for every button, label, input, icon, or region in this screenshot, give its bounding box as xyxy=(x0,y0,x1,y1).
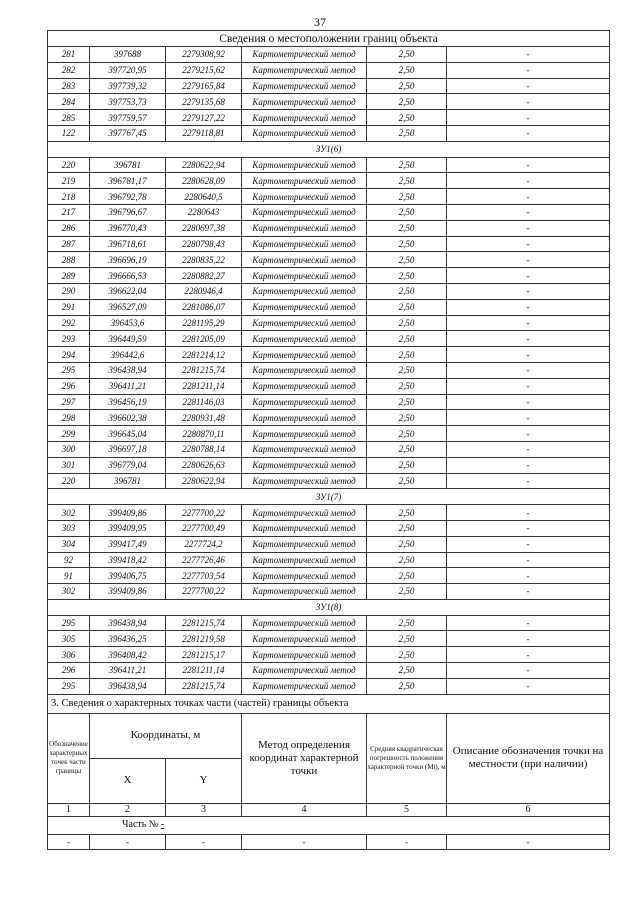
table-row xyxy=(48,78,610,94)
point-id: 283 xyxy=(48,78,90,94)
coord-y: 2280835,22 xyxy=(166,252,242,268)
description: - xyxy=(447,189,610,205)
group-label: ЗУ1(7) xyxy=(48,489,610,505)
accuracy: 2,50 xyxy=(367,552,447,568)
coord-x: 396411,21 xyxy=(90,378,166,394)
description: - xyxy=(447,678,610,694)
point-id: 91 xyxy=(48,568,90,584)
point-id: 92 xyxy=(48,552,90,568)
table-row xyxy=(48,299,610,315)
description: - xyxy=(447,473,610,489)
description: - xyxy=(447,394,610,410)
coord-y: 2279215,62 xyxy=(166,62,242,78)
method: Картометрический метод xyxy=(242,536,367,552)
method: Картометрический метод xyxy=(242,252,367,268)
table-row xyxy=(48,94,610,110)
table-row xyxy=(48,631,610,647)
point-id: 296 xyxy=(48,663,90,679)
point-id: 300 xyxy=(48,441,90,457)
boundary-table xyxy=(47,30,610,850)
coord-y: 2281215,74 xyxy=(166,678,242,694)
coord-y: 2280640,5 xyxy=(166,189,242,205)
table-row xyxy=(48,473,610,489)
col-number: 3 xyxy=(166,803,242,816)
table-row xyxy=(48,283,610,299)
coord-y: 2279308,92 xyxy=(166,47,242,63)
point-id: 122 xyxy=(48,125,90,141)
coord-y: 2281211,14 xyxy=(166,663,242,679)
coord-x: 396622,04 xyxy=(90,283,166,299)
point-id: 302 xyxy=(48,505,90,521)
coord-y: 2280628,09 xyxy=(166,173,242,189)
point-id: 297 xyxy=(48,394,90,410)
table-row xyxy=(48,189,610,205)
accuracy: 2,50 xyxy=(367,678,447,694)
table-row xyxy=(48,173,610,189)
part-label: Часть № xyxy=(122,819,161,831)
point-id: 290 xyxy=(48,283,90,299)
empty-cell: - xyxy=(166,834,242,849)
table-row xyxy=(48,678,610,694)
coord-x: 399409,86 xyxy=(90,584,166,600)
coord-x: 396527,09 xyxy=(90,299,166,315)
method: Картометрический метод xyxy=(242,410,367,426)
empty-cell: - xyxy=(242,834,367,849)
table-row xyxy=(48,236,610,252)
point-id: 302 xyxy=(48,584,90,600)
coord-y: 2281214,12 xyxy=(166,347,242,363)
description: - xyxy=(447,552,610,568)
accuracy: 2,50 xyxy=(367,189,447,205)
accuracy: 2,50 xyxy=(367,252,447,268)
coord-x: 397759,57 xyxy=(90,110,166,126)
point-id: 281 xyxy=(48,47,90,63)
point-id: 220 xyxy=(48,473,90,489)
point-id: 295 xyxy=(48,362,90,378)
coord-x: 396438,94 xyxy=(90,615,166,631)
coord-x: 396718,61 xyxy=(90,236,166,252)
coord-y: 2279165,84 xyxy=(166,78,242,94)
description: - xyxy=(447,584,610,600)
coord-x: 399409,86 xyxy=(90,505,166,521)
accuracy: 2,50 xyxy=(367,647,447,663)
coord-y: 2281146,03 xyxy=(166,394,242,410)
description: - xyxy=(447,315,610,331)
point-id: 288 xyxy=(48,252,90,268)
point-id: 295 xyxy=(48,678,90,694)
point-id: 289 xyxy=(48,268,90,284)
method: Картометрический метод xyxy=(242,678,367,694)
col-number: 6 xyxy=(447,803,610,816)
coord-y: 2281219,58 xyxy=(166,631,242,647)
point-id: 294 xyxy=(48,347,90,363)
coord-x: 396436,25 xyxy=(90,631,166,647)
table-row xyxy=(48,615,610,631)
empty-cell: - xyxy=(90,834,166,849)
method: Картометрический метод xyxy=(242,520,367,536)
col-header-x: X xyxy=(90,758,166,803)
method: Картометрический метод xyxy=(242,505,367,521)
coord-y: 2279127,22 xyxy=(166,110,242,126)
method: Картометрический метод xyxy=(242,394,367,410)
table-row xyxy=(48,410,610,426)
table-row xyxy=(48,505,610,521)
method: Картометрический метод xyxy=(242,204,367,220)
accuracy: 2,50 xyxy=(367,204,447,220)
method: Картометрический метод xyxy=(242,615,367,631)
empty-cell: - xyxy=(447,834,610,849)
coord-x: 399406,75 xyxy=(90,568,166,584)
accuracy: 2,50 xyxy=(367,268,447,284)
coord-x: 397753,73 xyxy=(90,94,166,110)
description: - xyxy=(447,568,610,584)
point-id: 298 xyxy=(48,410,90,426)
accuracy: 2,50 xyxy=(367,394,447,410)
coord-x: 397739,32 xyxy=(90,78,166,94)
method: Картометрический метод xyxy=(242,378,367,394)
coord-x: 396438,94 xyxy=(90,362,166,378)
table-row xyxy=(48,426,610,442)
coord-y: 2280882,27 xyxy=(166,268,242,284)
description: - xyxy=(447,220,610,236)
page-number: 37 xyxy=(314,15,326,29)
group-label: ЗУ1(8) xyxy=(48,599,610,615)
description: - xyxy=(447,110,610,126)
empty-cell: - xyxy=(48,834,90,849)
coord-x: 396666,53 xyxy=(90,268,166,284)
description: - xyxy=(447,331,610,347)
group-label-row xyxy=(48,599,610,615)
table-row xyxy=(48,315,610,331)
description: - xyxy=(447,505,610,521)
description: - xyxy=(447,663,610,679)
point-id: 219 xyxy=(48,173,90,189)
accuracy: 2,50 xyxy=(367,47,447,63)
coord-x: 396442,6 xyxy=(90,347,166,363)
accuracy: 2,50 xyxy=(367,520,447,536)
col-header-coords: Координаты, м xyxy=(90,713,242,758)
section3-title: 3. Сведения о характерных точках части (частей) границы объекта xyxy=(48,694,610,713)
col-header-method: Метод определения координат характерной точки xyxy=(242,713,367,803)
table-row xyxy=(48,204,610,220)
method: Картометрический метод xyxy=(242,94,367,110)
accuracy: 2,50 xyxy=(367,362,447,378)
method: Картометрический метод xyxy=(242,347,367,363)
coord-x: 396770,43 xyxy=(90,220,166,236)
coord-y: 2279118,81 xyxy=(166,125,242,141)
table-row xyxy=(48,584,610,600)
point-id: 285 xyxy=(48,110,90,126)
point-id: 306 xyxy=(48,647,90,663)
coord-x: 396602,38 xyxy=(90,410,166,426)
table-row xyxy=(48,125,610,141)
coord-x: 397688 xyxy=(90,47,166,63)
description: - xyxy=(447,236,610,252)
table-row xyxy=(48,536,610,552)
description: - xyxy=(447,536,610,552)
point-id: 218 xyxy=(48,189,90,205)
coord-y: 2279135,68 xyxy=(166,94,242,110)
method: Картометрический метод xyxy=(242,441,367,457)
accuracy: 2,50 xyxy=(367,378,447,394)
table-row xyxy=(48,362,610,378)
coord-x: 396408,42 xyxy=(90,647,166,663)
description: - xyxy=(447,362,610,378)
col-number: 1 xyxy=(48,803,90,816)
description: - xyxy=(447,47,610,63)
method: Картометрический метод xyxy=(242,157,367,173)
description: - xyxy=(447,647,610,663)
coord-y: 2281086,07 xyxy=(166,299,242,315)
method: Картометрический метод xyxy=(242,426,367,442)
group-label-row xyxy=(48,141,610,157)
description: - xyxy=(447,283,610,299)
section-title: Сведения о местоположении границ объекта xyxy=(48,31,610,47)
method: Картометрический метод xyxy=(242,268,367,284)
coord-y: 2277703,54 xyxy=(166,568,242,584)
coord-x: 396411,21 xyxy=(90,663,166,679)
method: Картометрический метод xyxy=(242,362,367,378)
accuracy: 2,50 xyxy=(367,236,447,252)
coord-x: 396696,19 xyxy=(90,252,166,268)
coord-x: 399418,42 xyxy=(90,552,166,568)
table-row xyxy=(48,47,610,63)
table-row xyxy=(48,663,610,679)
coord-y: 2280626,63 xyxy=(166,457,242,473)
method: Картометрический метод xyxy=(242,457,367,473)
coord-x: 396781 xyxy=(90,157,166,173)
coord-y: 2281211,14 xyxy=(166,378,242,394)
accuracy: 2,50 xyxy=(367,94,447,110)
accuracy: 2,50 xyxy=(367,473,447,489)
accuracy: 2,50 xyxy=(367,615,447,631)
accuracy: 2,50 xyxy=(367,568,447,584)
col-header-description: Описание обозначения точки на местности (при наличии) xyxy=(447,713,610,803)
coord-x: 396456,19 xyxy=(90,394,166,410)
method: Картометрический метод xyxy=(242,331,367,347)
method: Картометрический метод xyxy=(242,78,367,94)
coord-x: 396792,78 xyxy=(90,189,166,205)
table-row xyxy=(48,568,610,584)
description: - xyxy=(447,62,610,78)
description: - xyxy=(447,125,610,141)
accuracy: 2,50 xyxy=(367,173,447,189)
coord-y: 2280622,94 xyxy=(166,473,242,489)
point-id: 282 xyxy=(48,62,90,78)
accuracy: 2,50 xyxy=(367,331,447,347)
point-id: 304 xyxy=(48,536,90,552)
accuracy: 2,50 xyxy=(367,283,447,299)
coord-y: 2281215,74 xyxy=(166,362,242,378)
method: Картометрический метод xyxy=(242,47,367,63)
coord-y: 2281215,17 xyxy=(166,647,242,663)
col-number: 2 xyxy=(90,803,166,816)
accuracy: 2,50 xyxy=(367,410,447,426)
description: - xyxy=(447,631,610,647)
table-row xyxy=(48,647,610,663)
coord-y: 2277700,22 xyxy=(166,505,242,521)
point-id: 305 xyxy=(48,631,90,647)
method: Картометрический метод xyxy=(242,552,367,568)
table-row xyxy=(48,378,610,394)
group-label: ЗУ1(6) xyxy=(48,141,610,157)
accuracy: 2,50 xyxy=(367,157,447,173)
coord-y: 2280946,4 xyxy=(166,283,242,299)
accuracy: 2,50 xyxy=(367,441,447,457)
method: Картометрический метод xyxy=(242,173,367,189)
description: - xyxy=(447,410,610,426)
description: - xyxy=(447,520,610,536)
method: Картометрический метод xyxy=(242,220,367,236)
description: - xyxy=(447,378,610,394)
col-number: 4 xyxy=(242,803,367,816)
col-header-accuracy: Средняя квадратическая погрешность положения характерной точки (Mt), м xyxy=(367,713,447,803)
accuracy: 2,50 xyxy=(367,505,447,521)
description: - xyxy=(447,204,610,220)
point-id: 284 xyxy=(48,94,90,110)
accuracy: 2,50 xyxy=(367,299,447,315)
point-id: 291 xyxy=(48,299,90,315)
accuracy: 2,50 xyxy=(367,110,447,126)
method: Картометрический метод xyxy=(242,283,367,299)
point-id: 287 xyxy=(48,236,90,252)
coord-y: 2280931,48 xyxy=(166,410,242,426)
col-header-point: Обозначение характерных точек части границы xyxy=(48,713,90,803)
method: Картометрический метод xyxy=(242,125,367,141)
coord-y: 2281215,74 xyxy=(166,615,242,631)
coord-x: 396645,04 xyxy=(90,426,166,442)
table-row xyxy=(48,268,610,284)
coord-y: 2281195,29 xyxy=(166,315,242,331)
description: - xyxy=(447,426,610,442)
table-row xyxy=(48,394,610,410)
coord-x: 396438,94 xyxy=(90,678,166,694)
method: Картометрический метод xyxy=(242,189,367,205)
table-row xyxy=(48,157,610,173)
coord-y: 2277724,2 xyxy=(166,536,242,552)
table-row xyxy=(48,520,610,536)
accuracy: 2,50 xyxy=(367,125,447,141)
part-row xyxy=(48,816,610,834)
accuracy: 2,50 xyxy=(367,536,447,552)
table-row xyxy=(48,457,610,473)
coord-x: 396796,67 xyxy=(90,204,166,220)
method: Картометрический метод xyxy=(242,110,367,126)
point-id: 303 xyxy=(48,520,90,536)
accuracy: 2,50 xyxy=(367,426,447,442)
method: Картометрический метод xyxy=(242,299,367,315)
accuracy: 2,50 xyxy=(367,584,447,600)
method: Картометрический метод xyxy=(242,62,367,78)
accuracy: 2,50 xyxy=(367,78,447,94)
coord-x: 396781,17 xyxy=(90,173,166,189)
coord-x: 399409,95 xyxy=(90,520,166,536)
method: Картометрический метод xyxy=(242,647,367,663)
empty-cell: - xyxy=(367,834,447,849)
description: - xyxy=(447,173,610,189)
point-id: 295 xyxy=(48,615,90,631)
coord-x: 397720,95 xyxy=(90,62,166,78)
method: Картометрический метод xyxy=(242,236,367,252)
point-id: 220 xyxy=(48,157,90,173)
accuracy: 2,50 xyxy=(367,631,447,647)
description: - xyxy=(447,157,610,173)
col-number: 5 xyxy=(367,803,447,816)
table-row xyxy=(48,347,610,363)
accuracy: 2,50 xyxy=(367,62,447,78)
coord-y: 2277700,49 xyxy=(166,520,242,536)
point-id: 286 xyxy=(48,220,90,236)
table-row xyxy=(48,331,610,347)
coord-y: 2277700,22 xyxy=(166,584,242,600)
description: - xyxy=(447,615,610,631)
coord-y: 2280697,38 xyxy=(166,220,242,236)
description: - xyxy=(447,78,610,94)
coord-x: 396453,6 xyxy=(90,315,166,331)
coord-x: 396697,18 xyxy=(90,441,166,457)
table-row xyxy=(48,252,610,268)
coord-x: 397767,45 xyxy=(90,125,166,141)
accuracy: 2,50 xyxy=(367,347,447,363)
point-id: 293 xyxy=(48,331,90,347)
method: Картометрический метод xyxy=(242,631,367,647)
description: - xyxy=(447,268,610,284)
coord-x: 396779,04 xyxy=(90,457,166,473)
accuracy: 2,50 xyxy=(367,663,447,679)
method: Картометрический метод xyxy=(242,473,367,489)
description: - xyxy=(447,457,610,473)
accuracy: 2,50 xyxy=(367,457,447,473)
point-id: 292 xyxy=(48,315,90,331)
accuracy: 2,50 xyxy=(367,220,447,236)
method: Картометрический метод xyxy=(242,315,367,331)
table-row xyxy=(48,441,610,457)
coord-x: 396781 xyxy=(90,473,166,489)
point-id: 301 xyxy=(48,457,90,473)
point-id: 299 xyxy=(48,426,90,442)
point-id: 296 xyxy=(48,378,90,394)
point-id: 217 xyxy=(48,204,90,220)
group-label-row xyxy=(48,489,610,505)
coord-y: 2281205,09 xyxy=(166,331,242,347)
method: Картометрический метод xyxy=(242,663,367,679)
coord-x: 396449,59 xyxy=(90,331,166,347)
coord-y: 2280622,94 xyxy=(166,157,242,173)
accuracy: 2,50 xyxy=(367,315,447,331)
description: - xyxy=(447,252,610,268)
description: - xyxy=(447,94,610,110)
part-value: - xyxy=(160,819,165,831)
description: - xyxy=(447,299,610,315)
coord-y: 2280798,43 xyxy=(166,236,242,252)
table-row xyxy=(48,552,610,568)
coord-x: 399417,49 xyxy=(90,536,166,552)
method: Картометрический метод xyxy=(242,568,367,584)
description: - xyxy=(447,347,610,363)
coord-y: 2280643 xyxy=(166,204,242,220)
method: Картометрический метод xyxy=(242,584,367,600)
table-row xyxy=(48,220,610,236)
table-row xyxy=(48,62,610,78)
col-header-y: Y xyxy=(166,758,242,803)
coord-y: 2277726,46 xyxy=(166,552,242,568)
table-row xyxy=(48,110,610,126)
coord-y: 2280788,14 xyxy=(166,441,242,457)
description: - xyxy=(447,441,610,457)
coord-y: 2280870,11 xyxy=(166,426,242,442)
